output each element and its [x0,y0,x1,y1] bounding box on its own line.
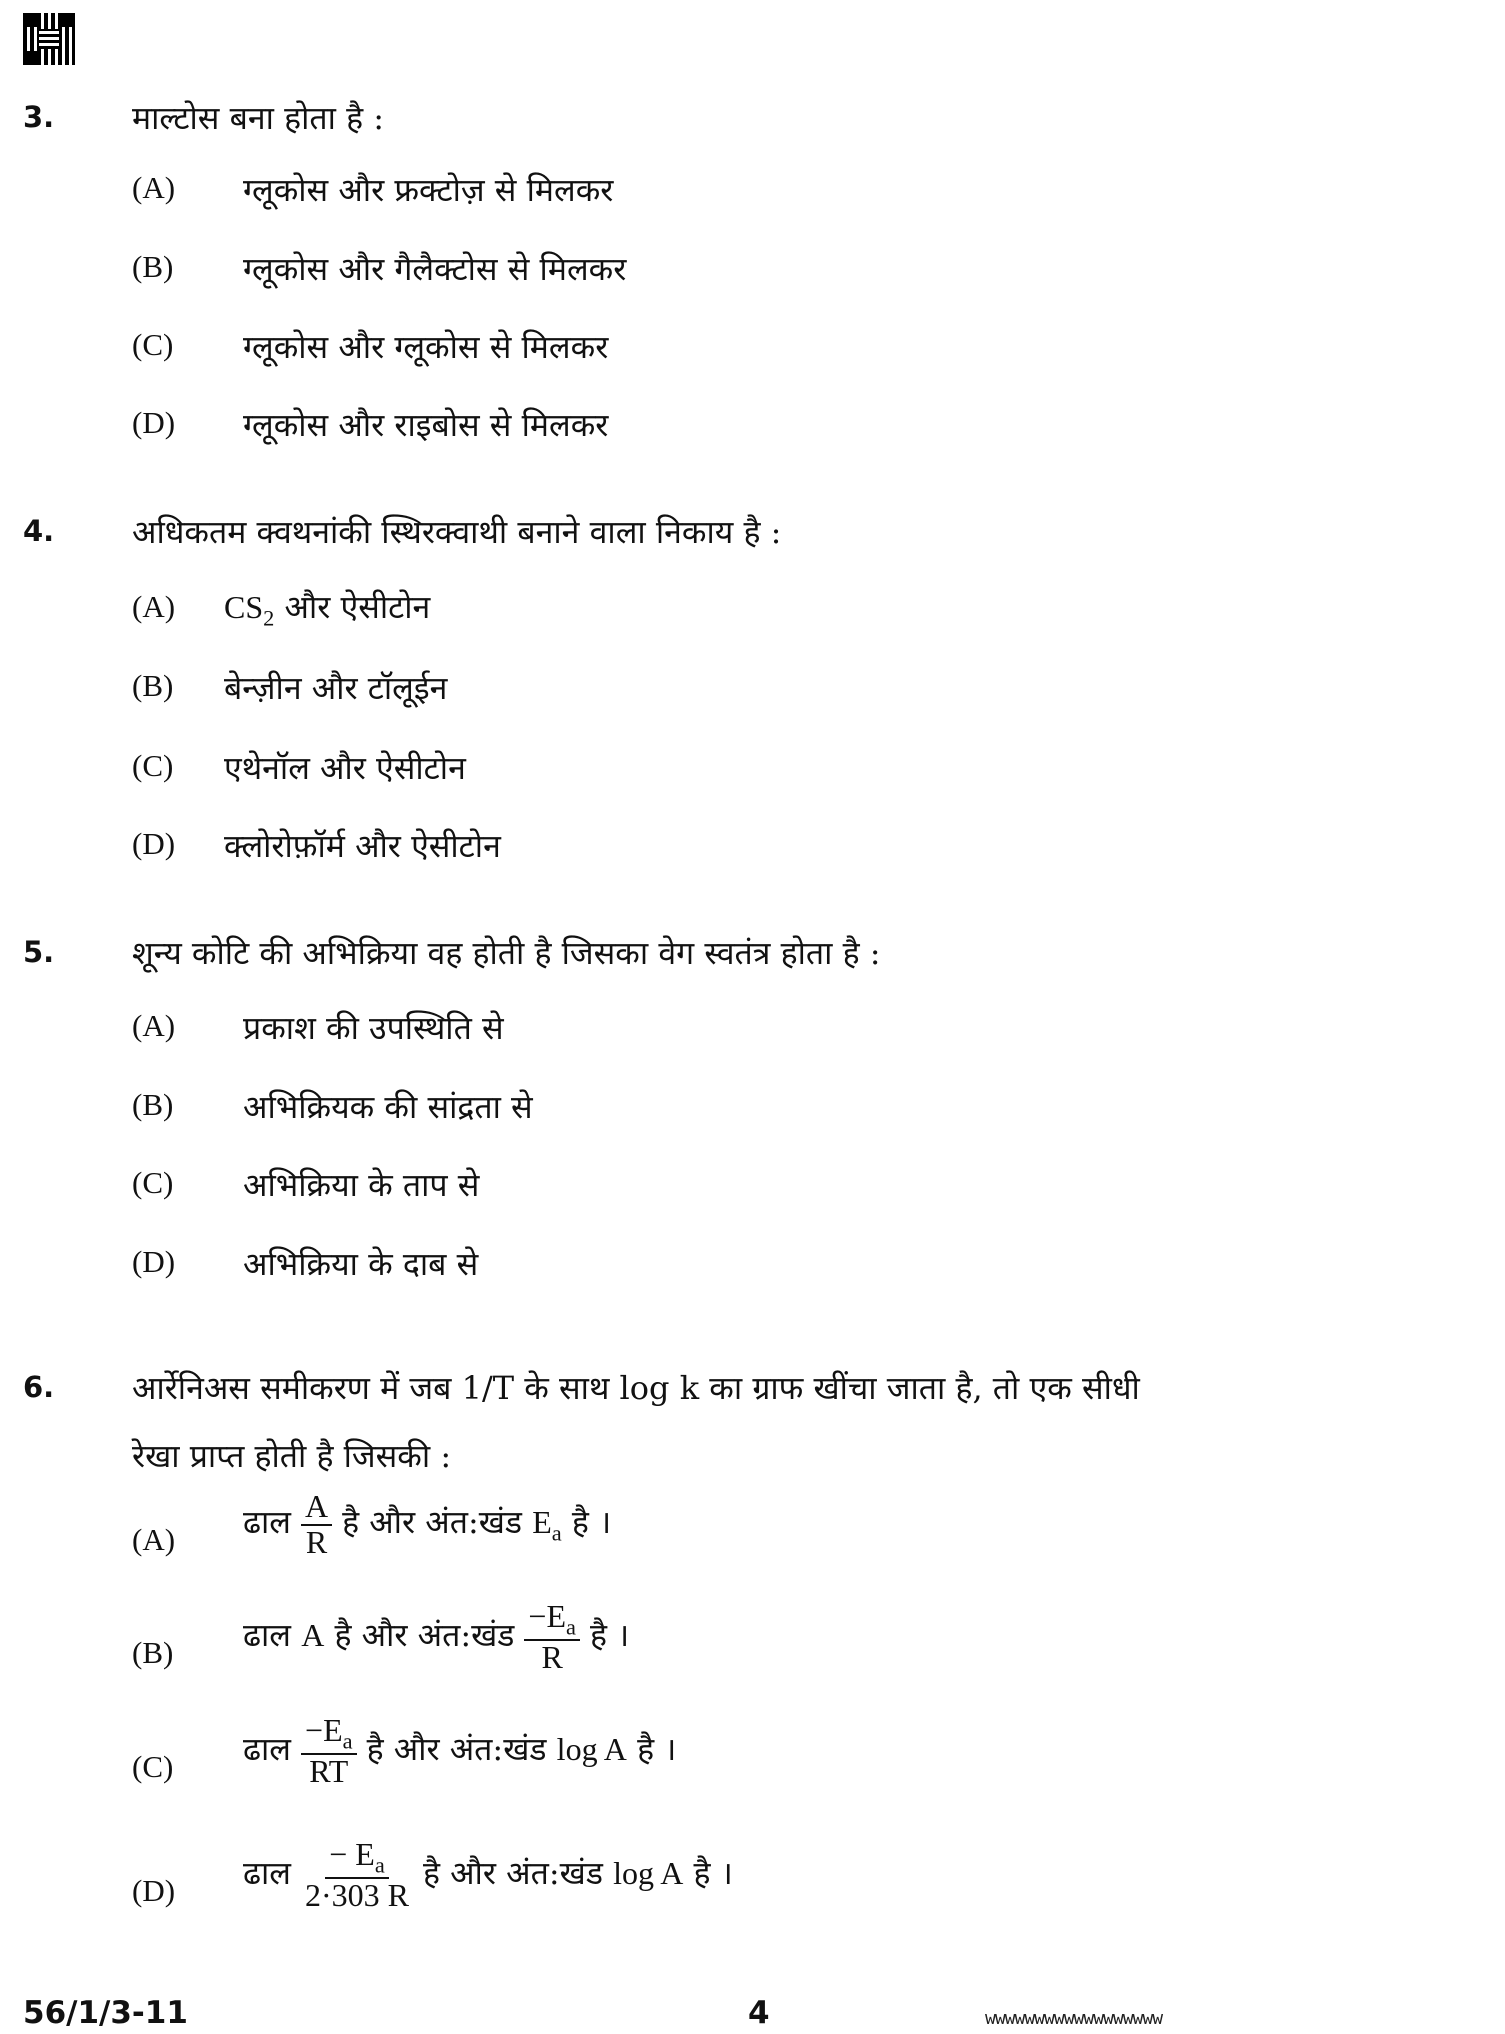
option-label: (C) [132,1749,174,1784]
option-text: बेन्ज़ीन और टॉलूईन [224,669,448,707]
option-label: (B) [132,1635,174,1670]
question-number: 5. [23,935,55,969]
option-label: (B) [132,1087,174,1122]
option-mid-text: है और अंत:खंड [342,1503,523,1542]
numerator-text: −E [528,1598,566,1634]
option-text [243,1600,629,1675]
option-label: (A) [132,170,176,205]
option-text: ग्लूकोस और फ्रक्टोज़ से मिलकर [243,171,614,209]
slope-word: ढाल [243,1853,292,1892]
fraction-denominator: RT [309,1752,349,1789]
question-text: अधिकतम क्वथनांकी स्थिरक्वाथी बनाने वाला निकाय है : [132,513,782,551]
subscript: 2 [263,605,275,631]
slope-word: ढाल [243,1729,292,1768]
option-end-text: है । [693,1853,733,1892]
option-text: ग्लूकोस और ग्लूकोस से मिलकर [243,328,609,366]
option-text [243,1490,611,1559]
slope-word: ढाल [243,1615,292,1654]
option-label: (D) [132,1244,176,1279]
question-text: शून्य कोटि की अभिक्रिया वह होती है जिसका वेग स्वतंत्र होता है : [132,934,881,972]
option-text [243,1838,733,1913]
option-mid-text: है और अंत:खंड [366,1729,547,1768]
qr-code-icon [23,13,75,65]
fraction [301,1490,332,1559]
subscript: a [566,1614,576,1640]
intercept-value: log A [556,1730,627,1767]
option-label: (A) [132,1008,176,1043]
question-text: माल्टोस बना होता है : [132,99,385,137]
option-label: (D) [132,405,176,440]
fraction-numerator: A [301,1490,332,1526]
option-label: (C) [132,748,174,783]
option-mid-text: है और अंत:खंड [334,1615,515,1654]
paper-code: 56/1/3-11 [23,1995,188,2031]
subscript: a [342,1728,353,1754]
option-text: ग्लूकोस और गैलैक्टोस से मिलकर [243,250,627,288]
fraction [524,1600,580,1675]
option-end-text: है । [589,1615,630,1654]
question-number: 3. [23,100,55,134]
option-label: (C) [132,327,174,362]
intercept-value: log A [613,1854,684,1891]
fraction-denominator: R [305,1523,328,1560]
option-text: अभिक्रिया के ताप से [243,1166,480,1204]
fraction [301,1714,357,1789]
fraction-numerator [301,1714,357,1755]
page-number: 4 [748,1995,770,2031]
wavy-line-decoration: wwwwwwwwwwwwwwwwww [985,2008,1163,2029]
fraction-denominator: 2·303 R [305,1876,410,1913]
option-mid-text: है और अंत:खंड [423,1853,603,1892]
option-end-text: है । [571,1503,612,1542]
fraction-numerator [325,1838,389,1879]
subscript: a [374,1852,385,1878]
option-label: (A) [132,1522,176,1557]
question-number: 6. [23,1370,55,1404]
question-text-line2: रेखा प्राप्त होती है जिसकी : [132,1437,452,1475]
fraction [301,1838,413,1913]
option-label: (B) [132,249,174,284]
option-text: अभिक्रियक की सांद्रता से [243,1088,533,1126]
option-label: (B) [132,668,174,703]
fraction-numerator [524,1600,580,1641]
option-label: (D) [132,826,176,861]
question-text-line1: आर्रेनिअस समीकरण में जब 1/T के साथ log k का ग्राफ खींचा जाता है, तो एक सीधी [132,1369,1140,1407]
option-text-rest: और ऐसीटोन [274,588,431,626]
intercept-value: E [532,1504,552,1541]
fraction-denominator: R [541,1638,563,1675]
option-label: (C) [132,1165,174,1200]
option-text: एथेनॉल और ऐसीटोन [224,749,466,787]
subscript: a [551,1520,562,1546]
option-text: प्रकाश की उपस्थिति से [243,1009,504,1047]
question-number: 4. [23,514,55,548]
numerator-text: −E [305,1712,343,1748]
option-end-text: है । [637,1729,677,1768]
option-text: अभिक्रिया के दाब से [243,1245,479,1283]
option-label: (D) [132,1873,176,1908]
option-text: ग्लूकोस और राइबोस से मिलकर [243,406,609,444]
option-text [224,585,430,631]
slope-word: ढाल [243,1503,292,1542]
option-label: (A) [132,589,176,624]
formula-cs2: CS [224,589,264,625]
option-text: क्लोरोफ़ॉर्म और ऐसीटोन [224,827,501,865]
option-text [243,1714,676,1789]
slope-value: A [301,1616,325,1653]
numerator-text: − E [329,1836,375,1872]
